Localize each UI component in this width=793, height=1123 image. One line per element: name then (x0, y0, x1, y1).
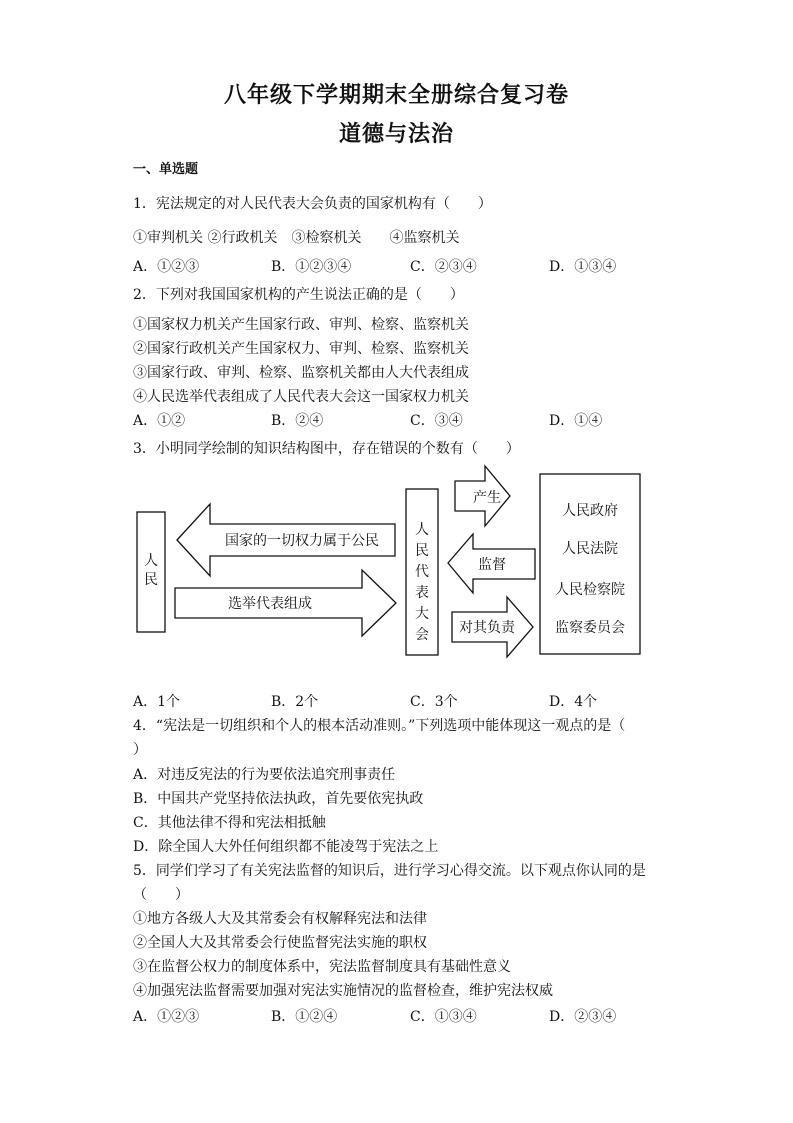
npc-label-char-4: 表 (415, 585, 429, 601)
question-2-option-d: D．①④ (549, 413, 603, 429)
question-5-option-c: C．①③④ (410, 1009, 477, 1025)
arrow-left-label: 国家的一切权力属于公民 (225, 533, 379, 549)
question-4-stem-line-1: 4．“宪法是一切组织和个人的根本活动准则。”下列选项中能体现这一观点的是（ (133, 718, 626, 734)
knowledge-structure-diagram (130, 462, 650, 668)
page-title: 八年级下学期期末全册综合复习卷 (223, 82, 569, 108)
question-2-item-1: ①国家权力机关产生国家行政、审判、检察、监察机关 (133, 317, 469, 333)
question-1-option-a: A．①②③ (133, 259, 200, 275)
question-2-option-c: C．③④ (410, 413, 463, 429)
section-heading: 一、单选题 (133, 162, 199, 177)
people-label-char-2: 民 (144, 572, 158, 588)
question-1-option-b: B．①②③④ (271, 259, 352, 275)
question-3-option-a: A．1个 (133, 694, 181, 710)
npc-label-char-5: 大 (415, 606, 429, 622)
question-2-stem: 2．下列对我国国家机构的产生说法正确的是（ ） (133, 287, 464, 303)
question-3-option-d: D．4个 (549, 694, 598, 710)
organ-government: 人民政府 (562, 503, 618, 519)
question-5-item-2: ②全国人大及其常委会行使监督宪法实施的职权 (133, 935, 427, 951)
question-4-option-a: A．对违反宪法的行为要依法追究刑事责任 (133, 767, 396, 783)
question-3-option-c: C．3个 (410, 694, 458, 710)
question-4-option-c: C．其他法律不得和宪法相抵触 (133, 815, 326, 831)
question-5-stem-line-1: 5．同学们学习了有关宪法监督的知识后，进行学习心得交流。以下观点你认同的是 (133, 863, 646, 879)
question-4-option-b: B．中国共产党坚持依法执政，首先要依宪执政 (133, 791, 424, 807)
npc-label-char-1: 人 (415, 522, 429, 538)
organ-supervisory-commission: 监察委员会 (555, 620, 625, 636)
question-5-item-1: ①地方各级人大及其常委会有权解释宪法和法律 (133, 911, 427, 927)
arrow-right-label: 选举代表组成 (228, 596, 312, 612)
question-5-option-d: D．②③④ (549, 1009, 617, 1025)
npc-label-char-2: 民 (415, 543, 429, 559)
question-3-stem: 3．小明同学绘制的知识结构图中，存在错误的个数有（ ） (133, 441, 520, 457)
question-5-item-4: ④加强宪法监督需要加强对宪法实施情况的监督检查，维护宪法权威 (133, 983, 553, 999)
page-subtitle: 道德与法治 (338, 121, 454, 147)
question-1-items: ①审判机关 ②行政机关 ③检察机关 ④监察机关 (133, 230, 460, 246)
organ-court: 人民法院 (562, 541, 618, 557)
question-2-option-b: B．②④ (271, 413, 324, 429)
question-2-option-a: A．①② (133, 413, 186, 429)
question-5-option-b: B．①②④ (271, 1009, 338, 1025)
question-5-stem-line-2: （ ） (133, 887, 189, 903)
question-5-option-a: A．①②③ (133, 1009, 200, 1025)
question-4-option-d: D．除全国人大外任何组织都不能凌驾于宪法之上 (133, 839, 439, 855)
question-3-option-b: B．2个 (271, 694, 319, 710)
question-2-item-3: ③国家行政、审判、检察、监察机关都由人大代表组成 (133, 365, 469, 381)
question-2-item-4: ④人民选举代表组成了人民代表大会这一国家权力机关 (133, 389, 469, 405)
npc-label-char-3: 代 (415, 564, 429, 580)
arrow-responsible-label: 对其负责 (459, 620, 515, 636)
people-label-char-1: 人 (144, 553, 158, 569)
question-1-stem: 1．宪法规定的对人民代表大会负责的国家机构有（ ） (133, 196, 492, 212)
npc-label-char-6: 会 (415, 627, 429, 643)
organ-procuratorate: 人民检察院 (555, 582, 625, 598)
question-1-option-d: D．①③④ (549, 259, 617, 275)
question-2-item-2: ②国家行政机关产生国家权力、审判、检察、监察机关 (133, 341, 469, 357)
question-1-option-c: C．②③④ (410, 259, 477, 275)
question-5-item-3: ③在监督公权力的制度体系中，宪法监督制度具有基础性意义 (133, 959, 511, 975)
question-4-stem-line-2: ） (133, 742, 147, 758)
arrow-supervise-label: 监督 (478, 557, 506, 573)
arrow-produce-label: 产生 (473, 490, 501, 506)
